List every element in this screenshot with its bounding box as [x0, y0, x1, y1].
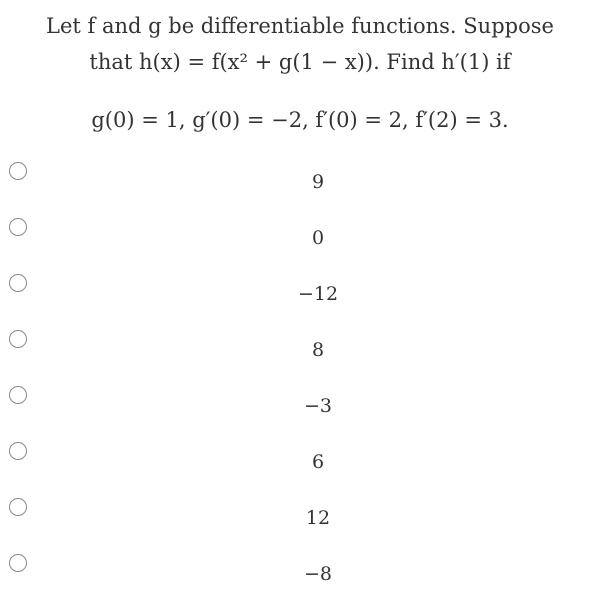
answer-option[interactable]: [0, 260, 600, 316]
question-text: [0, 8, 600, 138]
answer-option-label: 0: [311, 227, 325, 249]
answer-option-label: 12: [305, 507, 331, 529]
answer-option[interactable]: [0, 484, 600, 540]
question-conditions: g(0) = 1, g′(0) = −2, f′(0) = 2, f′(2) = 3.: [91, 108, 509, 132]
answer-option-label: −12: [297, 283, 339, 305]
answer-option-label: −8: [303, 563, 332, 585]
answer-options: [0, 148, 600, 596]
answer-option[interactable]: [0, 372, 600, 428]
answer-option[interactable]: [0, 316, 600, 372]
answer-option-label: 6: [311, 451, 325, 473]
answer-option-label: 9: [311, 171, 325, 193]
answer-option-label: −3: [303, 395, 332, 417]
answer-option[interactable]: [0, 428, 600, 484]
answer-option[interactable]: [0, 148, 600, 204]
question-line-1: Let f and g be differentiable functions. Suppose: [46, 14, 554, 38]
answer-option[interactable]: [0, 204, 600, 260]
answer-option-label: 8: [311, 339, 325, 361]
answer-option[interactable]: [0, 540, 600, 596]
question-line-2: that h(x) = f(x² + g(1 − x)). Find h′(1) if: [89, 50, 511, 74]
